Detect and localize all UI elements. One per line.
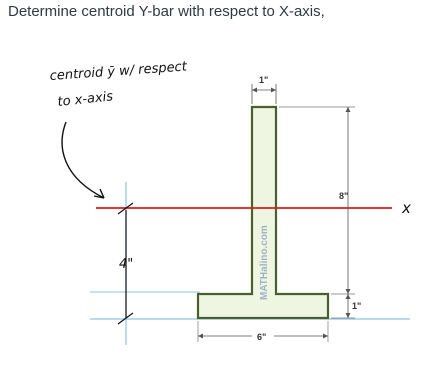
stem-height-arrow-top bbox=[346, 107, 351, 112]
annotation-line-1: centroid ȳ w/ respect bbox=[49, 59, 188, 84]
stem-width-label: 1" bbox=[259, 75, 269, 85]
flange-thick-arrow-top bbox=[346, 294, 351, 299]
flange-thickness-label: 1" bbox=[352, 301, 362, 311]
watermark: MATHalino.com bbox=[259, 225, 270, 300]
stem-height-arrow-bottom bbox=[346, 289, 351, 294]
stem-width-arrow-left bbox=[252, 88, 257, 93]
x-axis-label: x bbox=[402, 199, 411, 217]
stem-width-arrow-right bbox=[271, 88, 276, 93]
height-label: 4" bbox=[119, 257, 134, 272]
stem-height-label: 8" bbox=[339, 191, 349, 201]
flange-width-arrow-right bbox=[323, 334, 328, 339]
annotation-line-2: to x-axis bbox=[56, 89, 114, 110]
question-text: Determine centroid Y-bar with respect to X-axis, bbox=[8, 3, 325, 20]
flange-thick-arrow-bottom bbox=[346, 313, 351, 318]
flange-width-arrow-left bbox=[198, 334, 203, 339]
flange-width-label: 6" bbox=[257, 332, 267, 342]
annotation-arrow bbox=[62, 122, 104, 198]
